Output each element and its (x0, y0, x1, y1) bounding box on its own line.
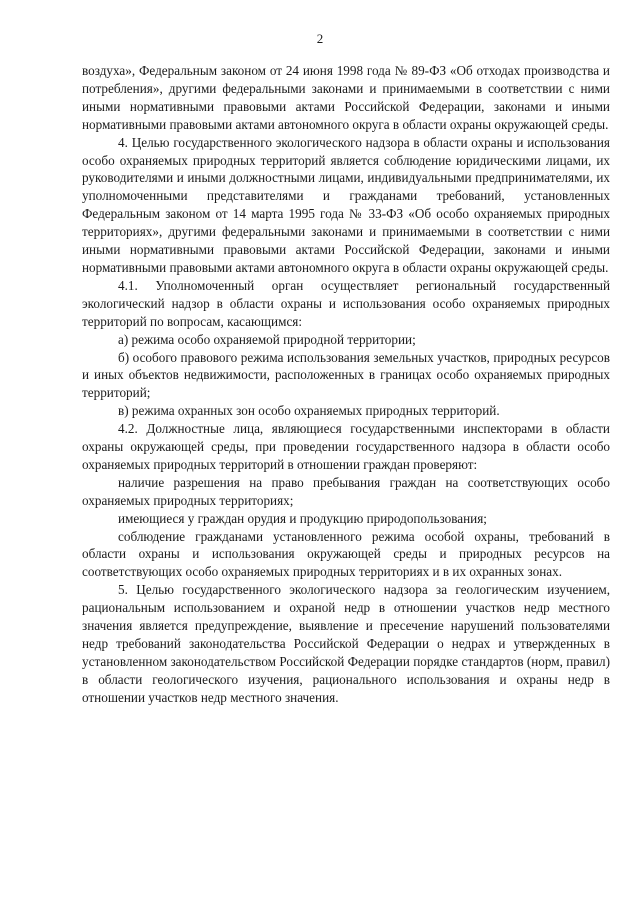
paragraph-4: 4. Целью государственного экологического надзора в области охраны и использования особо охраняемых природных территорий является соблюдение юридическими лицами, их руководителями и иными должностными лицами, индивидуальными предпринимателями, их уполномоченными представителями и гражданами требований, установленных Федеральным законом от 14 марта 1995 года № 33-ФЗ «Об особо охраняемых природных территориях», другими федеральными законами и принимаемыми в соответствии с ними иными нормативными правовыми актами Российской Федерации, законами и иными нормативными правовыми актами автономного округа в области охраны окружающей среды. (82, 134, 610, 275)
paragraph-4-1: 4.1. Уполномоченный орган осуществляет региональный государственный экологический надзор в области охраны и использования особо охраняемых природных территорий по вопросам, касающимся: (82, 277, 610, 329)
paragraph-5: 5. Целью государственного экологического надзора за геологическим изучением, рациональным использованием и охраной недр в отношении участков недр местного значения является предупреждение, выявление и пресечение нарушений пользователями недр требований законодательства Российской Федерации о недрах и утвержденных в установленном законодательством Российской Федерации порядке стандартов (норм, правил) в области геологического изучения, рационального использования и охраны недр в отношении участков недр местного значения. (82, 582, 610, 705)
paragraph-4-2: 4.2. Должностные лица, являющиеся государственными инспекторами в области охраны окружающей среды, при проведении государственного надзора в области особо охраняемых природных территорий в отношении граждан проверяют: (82, 421, 610, 472)
paragraph-4-1-b: б) особого правового режима использования земельных участков, природных ресурсов и иных объектов недвижимости, расположенных в границах особо охраняемых природных территорий; (82, 349, 610, 401)
paragraph-4-1-c: в) режима охранных зон особо охраняемых природных территорий. (118, 403, 500, 419)
paragraph-4-2-item-2: имеющиеся у граждан орудия и продукцию природопользования; (118, 510, 487, 526)
page-number: 2 (316, 31, 324, 46)
document-body (82, 62, 610, 707)
paragraph-4-1-a: а) режима особо охраняемой природной территории; (118, 331, 416, 347)
paragraph-4-2-item-3: соблюдение гражданами установленного режима особой охраны, требований в области охраны и использования окружающей среды и природных ресурсов на соответствующих особо охраняемых природных территориях и в их охранных зонах. (82, 528, 610, 580)
paragraph-4-2-item-1: наличие разрешения на право пребывания граждан на соответствующих особо охраняемых природных территориях; (82, 474, 610, 508)
paragraph-continuation: воздуха», Федеральным законом от 24 июня 1998 года № 89-ФЗ «Об отходах производства и потребления», другими федеральными законами и принимаемыми в соответствии с ними иными нормативными правовыми актами Российской Федерации, законами и иными нормативными правовыми актами автономного округа в области охраны окружающей среды. (82, 63, 610, 132)
